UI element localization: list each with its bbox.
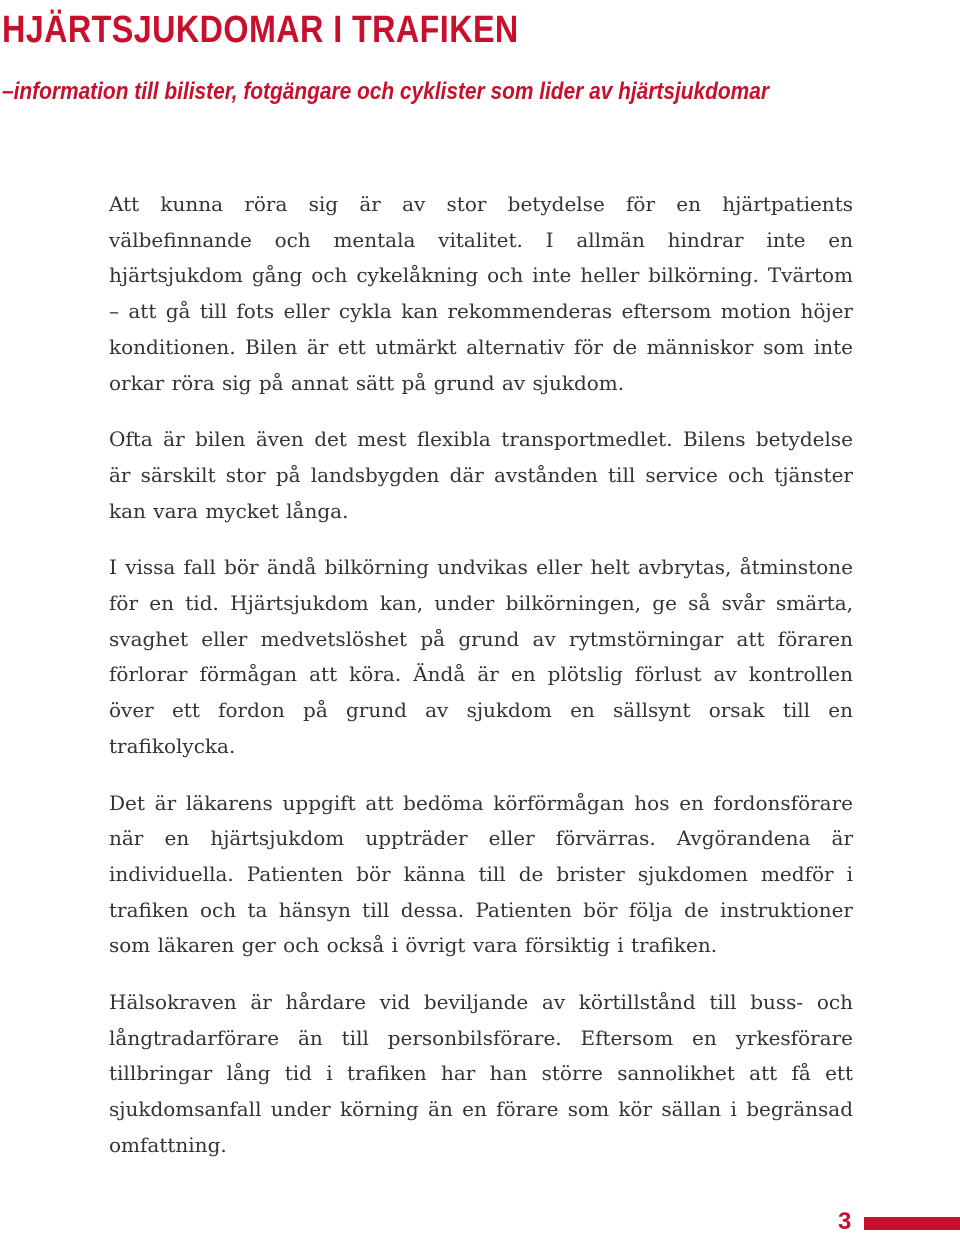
body-text: [109, 187, 853, 1185]
paragraph: Hälsokraven är hårdare vid beviljande av körtillstånd till buss- och långtradarförare än till personbilsförare. Eftersom en yrkesförare tillbringar lång tid i trafiken har han större sannolikhet att få ett sjukdomsanfall under körning än en förare som kör sällan i begränsad omfattning.: [109, 990, 853, 1157]
paragraph: Att kunna röra sig är av stor betydelse för en hjärtpatients välbefinnande och mentala vitalitet. I allmän hindrar inte en hjärtsjukdom gång och cykelåkning och inte heller bilkörning. Tvärtom – att gå till fots eller cykla kan rekommenderas eftersom motion höjer konditionen. Bilen är ett utmärkt alternativ för de människor som inte orkar röra sig på annat sätt på grund av sjukdom.: [109, 192, 853, 395]
page-title: HJÄRTSJUKDOMAR I TRAFIKEN: [2, 9, 519, 51]
paragraph: I vissa fall bör ändå bilkörning undvikas eller helt avbrytas, åtminstone för en tid. Hjärtsjukdom kan, under bilkörningen, ge så svår smärta, svaghet eller medvetslöshet på grund av rytmstörningar att föraren förlorar förmågan att köra. Ändå är en plötslig förlust av kontrollen över ett fordon på grund av sjukdom en sällsynt orsak till en trafikolycka.: [109, 555, 853, 758]
paragraph: Ofta är bilen även det mest flexibla transportmedlet. Bilens betydelse är särskilt stor på landsbygden där avstånden till service och tjänster kan vara mycket långa.: [109, 427, 853, 523]
page-subtitle: –information till bilister, fotgängare och cyklister som lider av hjärtsjukdomar: [2, 78, 769, 105]
paragraph: Det är läkarens uppgift att bedöma körförmågan hos en fordonsförare när en hjärtsjukdom uppträder eller förvärras. Avgörandena är individuella. Patienten bör känna till de brister sjukdomen medför i trafiken och ta hänsyn till dessa. Patienten bör följa de instruktioner som läkaren ger och också i övrigt vara försiktig i trafiken.: [109, 790, 853, 958]
page-number-bar: [864, 1217, 960, 1230]
page-number: 3: [838, 1208, 852, 1235]
